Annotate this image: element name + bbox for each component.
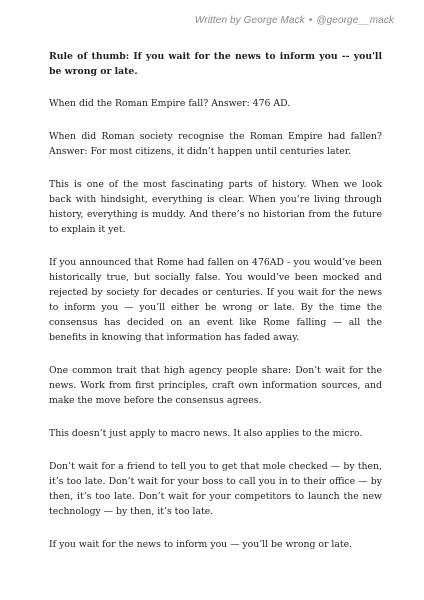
headline: Rule of thumb: If you wait for the news to inform you -- you'll be wrong or late. (49, 51, 382, 77)
paragraph: One common trait that high agency people share: Don’t wait for the news. Work from first principles, craft own information sources, and make the move before the consensus agrees. (49, 365, 382, 406)
paragraph: When did Roman society recognise the Roman Empire had fallen? Answer: For most citizens, it didn’t happen until centuries later. (49, 131, 382, 157)
paragraph: This doesn’t just apply to macro news. It also applies to the micro. (49, 428, 363, 439)
paragraph: If you announced that Rome had fallen on 476AD - you would’ve been historically true, but socially false. You would’ve been mocked and rejected by society for decades or centuries. If you wait for the news to inform you — you’ll either be wrong or late. By the time the consensus has decided on an event like Rome falling — all the benefits in knowing that information has faded away. (49, 257, 382, 343)
article-body (49, 49, 382, 570)
byline-handle: @george__mack (316, 15, 394, 26)
paragraph: When did the Roman Empire fall? Answer: 476 AD. (49, 98, 291, 109)
paragraph: Don’t wait for a friend to tell you to get that mole checked — by then, it’s too late. Don’t wait for your boss to call you in to their office — by then, it’s too late. Don’t wait for your competitors to launch the new technology — by then, it’s too late. (49, 461, 382, 517)
paragraph: This is one of the most fascinating parts of history. When we look back with hindsight, everything is clear. When you’re living through history, everything is muddy. And there’s no historian from the future to explain it yet. (49, 179, 382, 235)
byline-separator: • (308, 15, 313, 26)
byline-author: Written by George Mack (194, 15, 305, 26)
paragraph: If you wait for the news to inform you — you’ll be wrong or late. (49, 539, 353, 550)
byline (195, 15, 394, 26)
